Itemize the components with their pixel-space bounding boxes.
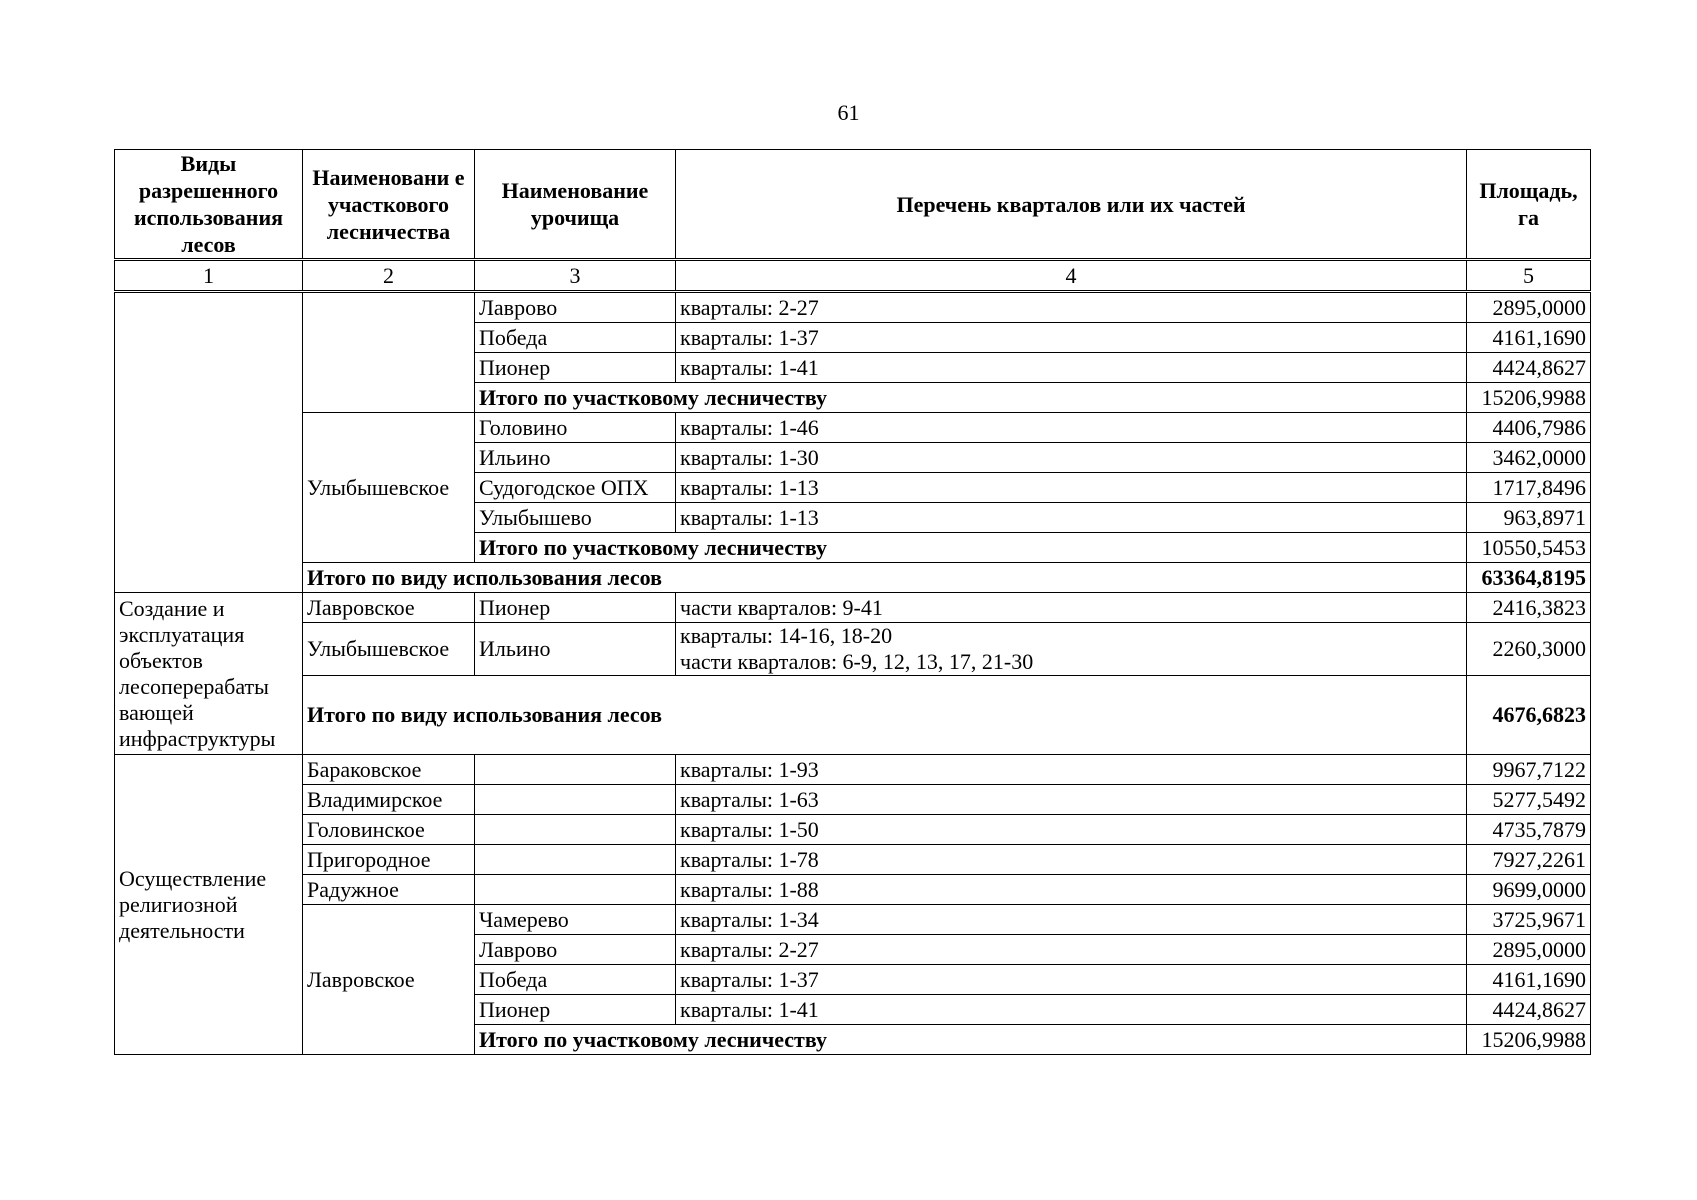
lesnichestvo-cell: Владимирское: [303, 785, 475, 815]
subtotal-area: 15206,9988: [1467, 1025, 1591, 1055]
lesnichestvo-cell: Лавровское: [303, 905, 475, 1055]
page-number: 61: [837, 100, 860, 125]
area-cell: 9967,7122: [1467, 755, 1591, 785]
area-cell: 9699,0000: [1467, 875, 1591, 905]
lesnichestvo-cell: Улыбышевское: [303, 413, 475, 563]
urochishche-cell: Улыбышево: [475, 503, 676, 533]
area-cell: 4424,8627: [1467, 353, 1591, 383]
kvartaly-cell: кварталы: 1-63: [676, 785, 1467, 815]
area-cell: 1717,8496: [1467, 473, 1591, 503]
urochishche-cell: Пионер: [475, 995, 676, 1025]
urochishche-cell: Пионер: [475, 353, 676, 383]
column-number: 5: [1467, 260, 1591, 292]
area-cell: 4161,1690: [1467, 323, 1591, 353]
urochishche-cell: Победа: [475, 323, 676, 353]
header-perechen-kvartalov: Перечень кварталов или их частей: [676, 150, 1467, 260]
kvartaly-cell: кварталы: 1-37: [676, 323, 1467, 353]
header-urochishche: Наименование урочища: [475, 150, 676, 260]
lesnichestvo-cell: Улыбышевское: [303, 623, 475, 676]
table-row: [115, 623, 1591, 676]
kvartaly-cell: кварталы: 1-46: [676, 413, 1467, 443]
subtotal-label: Итого по участковому лесничеству: [475, 1025, 1467, 1055]
table-row: [115, 413, 1591, 443]
vid-cell: Осуществление религиозной деятельности: [115, 755, 303, 1055]
urochishche-cell: Лаврово: [475, 292, 676, 323]
area-cell: 4735,7879: [1467, 815, 1591, 845]
total-label: Итого по виду использования лесов: [303, 563, 1467, 593]
urochishche-cell: [475, 755, 676, 785]
kvartaly-cell: кварталы: 1-37: [676, 965, 1467, 995]
header-vid-ispolzovaniya: Виды разрешенного использования лесов: [115, 150, 303, 260]
lesnichestvo-cell: Пригородное: [303, 845, 475, 875]
subtotal-label: Итого по участковому лесничеству: [475, 383, 1467, 413]
header-ploshchad: Площадь, га: [1467, 150, 1591, 260]
area-cell: 2895,0000: [1467, 935, 1591, 965]
lesnichestvo-cell: [303, 292, 475, 413]
column-number: 2: [303, 260, 475, 292]
total-row: [115, 676, 1591, 755]
kvartaly-line: кварталы: 14-16, 18-20: [680, 623, 893, 648]
kvartaly-cell: кварталы: 1-50: [676, 815, 1467, 845]
kvartaly-cell: кварталы: 1-41: [676, 995, 1467, 1025]
area-cell: 5277,5492: [1467, 785, 1591, 815]
header-lesnichestvo: Наименовани е участкового лесничества: [303, 150, 475, 260]
kvartaly-cell: кварталы: 1-93: [676, 755, 1467, 785]
urochishche-cell: [475, 845, 676, 875]
urochishche-cell: [475, 815, 676, 845]
kvartaly-cell: кварталы: 1-30: [676, 443, 1467, 473]
lesnichestvo-cell: Лавровское: [303, 593, 475, 623]
urochishche-cell: Лаврово: [475, 935, 676, 965]
kvartaly-cell: части кварталов: 9-41: [676, 593, 1467, 623]
kvartaly-cell: кварталы: 1-88: [676, 875, 1467, 905]
kvartaly-cell: кварталы: 1-13: [676, 473, 1467, 503]
subtotal-label: Итого по участковому лесничеству: [475, 533, 1467, 563]
lesnichestvo-cell: Радужное: [303, 875, 475, 905]
column-number: 1: [115, 260, 303, 292]
kvartaly-cell: кварталы: 1-13: [676, 503, 1467, 533]
area-cell: 7927,2261: [1467, 845, 1591, 875]
urochishche-cell: Пионер: [475, 593, 676, 623]
area-cell: 2260,3000: [1467, 623, 1591, 676]
kvartaly-cell: кварталы: 1-34: [676, 905, 1467, 935]
header-row: [115, 150, 1591, 260]
column-number: 4: [676, 260, 1467, 292]
table-row: [115, 785, 1591, 815]
urochishche-cell: Победа: [475, 965, 676, 995]
total-row: [115, 563, 1591, 593]
table-row: [115, 815, 1591, 845]
area-cell: 4406,7986: [1467, 413, 1591, 443]
column-number: 3: [475, 260, 676, 292]
vid-cell: [115, 292, 303, 593]
area-cell: 2416,3823: [1467, 593, 1591, 623]
vid-cell: Создание и эксплуатация объектов лесоперерабаты вающей инфраструктуры: [115, 593, 303, 755]
area-cell: 963,8971: [1467, 503, 1591, 533]
urochishche-cell: Чамерево: [475, 905, 676, 935]
area-cell: 2895,0000: [1467, 292, 1591, 323]
area-cell: 4424,8627: [1467, 995, 1591, 1025]
lesnichestvo-cell: Бараковское: [303, 755, 475, 785]
area-cell: 3725,9671: [1467, 905, 1591, 935]
urochishche-cell: Ильино: [475, 443, 676, 473]
area-cell: 4161,1690: [1467, 965, 1591, 995]
lesnichestvo-cell: Головинское: [303, 815, 475, 845]
urochishche-cell: Судогодское ОПХ: [475, 473, 676, 503]
area-cell: 3462,0000: [1467, 443, 1591, 473]
total-area: 4676,6823: [1467, 676, 1591, 755]
subtotal-area: 15206,9988: [1467, 383, 1591, 413]
total-label: Итого по виду использования лесов: [303, 676, 1467, 755]
urochishche-cell: [475, 875, 676, 905]
forest-use-table: [114, 149, 1591, 1055]
urochishche-cell: [475, 785, 676, 815]
table-row: [115, 875, 1591, 905]
table-row: [115, 292, 1591, 323]
kvartaly-parts-line: части кварталов: 6-9, 12, 13, 17, 21-30: [680, 649, 1034, 674]
kvartaly-cell: кварталы: 1-78: [676, 845, 1467, 875]
kvartaly-cell: кварталы: 2-27: [676, 292, 1467, 323]
kvartaly-cell: кварталы: 1-41: [676, 353, 1467, 383]
table-row: [115, 755, 1591, 785]
column-number-row: [115, 260, 1591, 292]
subtotal-area: 10550,5453: [1467, 533, 1591, 563]
urochishche-cell: Ильино: [475, 623, 676, 676]
table-row: [115, 845, 1591, 875]
total-area: 63364,8195: [1467, 563, 1591, 593]
kvartaly-cell: кварталы: 2-27: [676, 935, 1467, 965]
table-row: [115, 593, 1591, 623]
kvartaly-cell: [676, 623, 1467, 676]
table-row: [115, 905, 1591, 935]
urochishche-cell: Головино: [475, 413, 676, 443]
